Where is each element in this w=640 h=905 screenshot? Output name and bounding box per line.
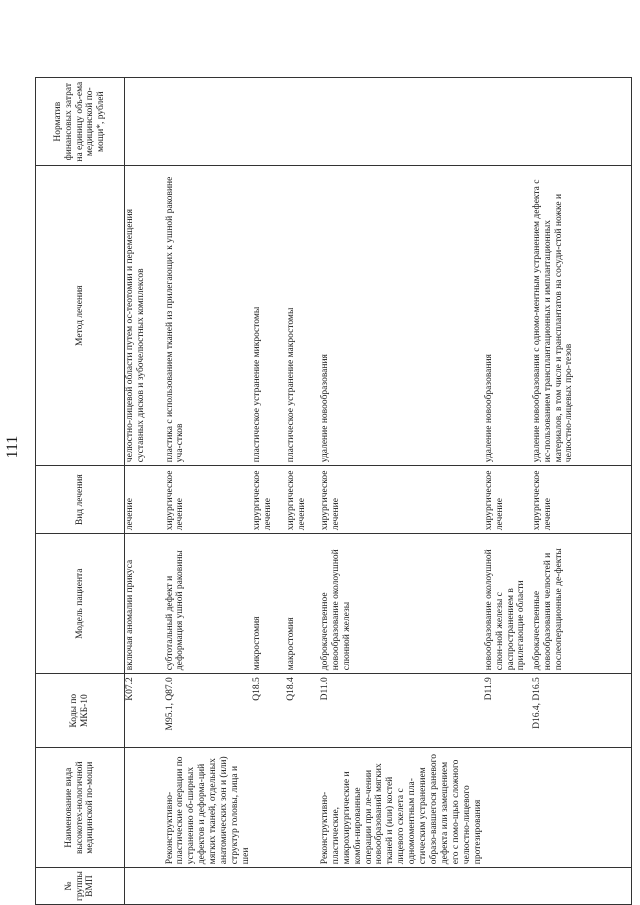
cell-method: удаление новообразования <box>320 166 484 466</box>
cell-name <box>252 748 286 868</box>
cell-norm <box>286 78 320 166</box>
cell-method: пластическое устранение микростомы <box>252 166 286 466</box>
table-row <box>252 78 286 905</box>
cell-group <box>125 868 165 905</box>
header-model: Модель пациента <box>36 534 125 674</box>
cell-type: хирургическое лечение <box>532 466 632 534</box>
cell-model: микростомия <box>252 534 286 674</box>
table-row <box>532 78 632 905</box>
cell-method: пластическое устранение макростомы <box>286 166 320 466</box>
cell-norm <box>165 78 252 166</box>
cell-type: хирургическое лечение <box>286 466 320 534</box>
cell-name <box>286 748 320 868</box>
cell-codes: Q18.4 <box>286 674 320 748</box>
cell-name <box>125 748 165 868</box>
cell-name: Реконструктивно-пластические операции по устранению об-ширных дефектов и деформа-ций мягких тканей, отдельных анатомических зон и (или) структур головы, лица и шеи <box>165 748 252 868</box>
cell-model: макростомия <box>286 534 320 674</box>
cell-group <box>286 868 320 905</box>
header-method: Метод лечения <box>36 166 125 466</box>
table-body <box>125 78 632 905</box>
cell-codes: D16.4, D16.5 <box>532 674 632 748</box>
cell-model: субтотальный дефект и деформация ушной раковины <box>165 534 252 674</box>
cell-group <box>320 868 484 905</box>
cell-method: пластика с использованием тканей из прилегающих к ушной раковине уча-стков <box>165 166 252 466</box>
cell-type: хирургическое лечение <box>484 466 532 534</box>
table-row <box>165 78 252 905</box>
header-type: Вид лечения <box>36 466 125 534</box>
cell-type: хирургическое лечение <box>320 466 484 534</box>
header-name: Наименование вида высокотех-нологичной медицинской по-мощи <box>36 748 125 868</box>
table-row <box>320 78 484 905</box>
cell-name: Реконструктивно-пластические, микрохирургические и комби-нированные операции при ле-чении новообразований мягких тканей и (или) костей лицевого скелета с одномоментным пла-стическим устранением образо-вавшегося раневого дефекта или замещением его с помо-щью сложного челюстно-лицевого протезирования <box>320 748 484 868</box>
vmp-table <box>35 77 632 905</box>
table-row <box>125 78 165 905</box>
page-number: 111 <box>4 435 21 459</box>
cell-type: лечение <box>125 466 165 534</box>
cell-norm <box>532 78 632 166</box>
cell-type: хирургическое лечение <box>252 466 286 534</box>
table-header-row <box>36 78 125 905</box>
cell-name <box>532 748 632 868</box>
cell-group <box>252 868 286 905</box>
cell-group <box>484 868 532 905</box>
cell-codes: D11.0 <box>320 674 484 748</box>
cell-norm <box>252 78 286 166</box>
cell-norm <box>125 78 165 166</box>
cell-model: доброкачественное новообразование околоушной слюнной железы <box>320 534 484 674</box>
cell-codes: D11.9 <box>484 674 532 748</box>
cell-group <box>532 868 632 905</box>
header-codes: Коды по МКБ-10 <box>36 674 125 748</box>
cell-method: удаление новообразования с одномо-ментным устранением дефекта с ис-пользованием трансплантационных и имплантационных материалов, в том числе и трансплантатов на сосуди-стой ножке и челюстно-лицевых про-тезов <box>532 166 632 466</box>
cell-codes: K07.2 <box>125 674 165 748</box>
cell-model: доброкачественные новообразования челюстей и послеоперационные де-фекты <box>532 534 632 674</box>
cell-model: новообразование околоушной слюн-ной железы с распространением в прилегающие области <box>484 534 532 674</box>
table-row <box>484 78 532 905</box>
cell-method: удаление новообразования <box>484 166 532 466</box>
cell-codes: Q18.5 <box>252 674 286 748</box>
cell-norm <box>484 78 532 166</box>
cell-method: челюстно-лицевой области путем ос-теотомии и перемещения суставных дисков и зубочелюстных комплексов <box>125 166 165 466</box>
cell-norm <box>320 78 484 166</box>
cell-type: хирургическое лечение <box>165 466 252 534</box>
cell-group <box>165 868 252 905</box>
cell-codes: M95.1, Q87.0 <box>165 674 252 748</box>
table-row <box>286 78 320 905</box>
header-norm: Норматив финансовых затрат на единицу объ-ема медицинской по-мощи*, рублей <box>36 78 125 166</box>
cell-name <box>484 748 532 868</box>
header-group: № группы ВМП <box>36 868 125 905</box>
cell-model: включая аномалии прикуса <box>125 534 165 674</box>
